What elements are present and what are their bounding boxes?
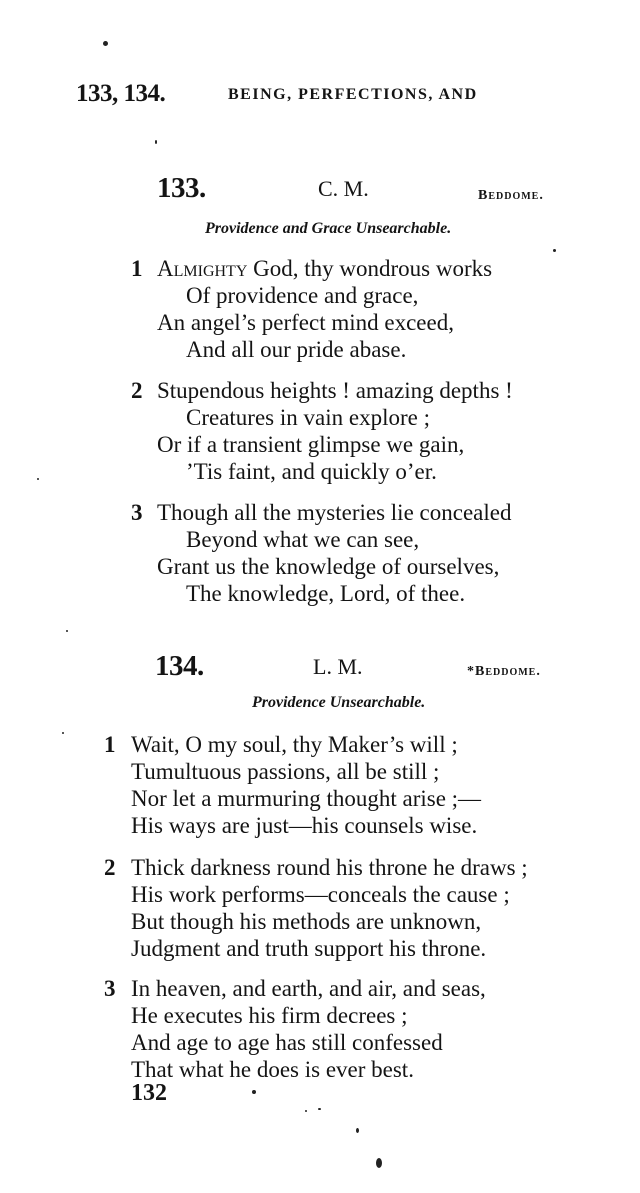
verse-number: 2 xyxy=(104,855,116,880)
verse-number: 2 xyxy=(131,378,143,403)
print-speck xyxy=(66,630,68,632)
hymn-meter: L. M. xyxy=(313,654,363,679)
verse-line: Wait, O my soul, thy Maker’s will ; xyxy=(131,732,458,757)
running-head-page-range: 133, 134. xyxy=(76,80,166,107)
verse-line: Stupendous heights ! amazing depths ! xyxy=(157,378,513,403)
verse-line: ’Tis faint, and quickly o’er. xyxy=(186,459,437,484)
print-speck xyxy=(62,732,64,734)
verse-line: His work performs—conceals the cause ; xyxy=(131,882,510,907)
verse-number: 1 xyxy=(131,256,143,281)
verse-line: Beyond what we can see, xyxy=(186,527,420,552)
verse-line-rest: God, thy wondrous works xyxy=(247,256,493,281)
verse-line: Grant us the knowledge of ourselves, xyxy=(157,554,500,579)
print-speck xyxy=(155,140,157,144)
verse-line xyxy=(157,256,492,282)
print-speck xyxy=(103,41,108,46)
signature-number: 132 xyxy=(131,1080,167,1106)
verse-line: But though his methods are unknown, xyxy=(131,909,482,934)
hymn-meter: C. M. xyxy=(318,176,369,201)
verse-number: 3 xyxy=(104,976,116,1001)
verse-line: Though all the mysteries lie concealed xyxy=(157,500,512,525)
verse-line: Judgment and truth support his throne. xyxy=(131,936,487,961)
verse-line: Tumultuous passions, all be still ; xyxy=(131,759,440,784)
hymn-number: 134. xyxy=(155,650,204,682)
print-speck xyxy=(252,1090,256,1094)
hymn-author: Beddome. xyxy=(478,188,544,203)
print-speck xyxy=(376,1158,382,1168)
print-speck xyxy=(37,478,39,480)
verse-number: 3 xyxy=(131,500,143,525)
verse-line: Nor let a murmuring thought arise ;— xyxy=(131,786,482,811)
verse-line: His ways are just—his counsels wise. xyxy=(131,813,478,838)
verse-line: And all our pride abase. xyxy=(186,337,407,362)
hymn-number: 133. xyxy=(157,172,206,204)
verse-first-word: Almighty xyxy=(157,256,248,281)
print-speck xyxy=(356,1128,359,1133)
verse-line: Of providence and grace, xyxy=(186,283,419,308)
verse-line: In heaven, and earth, and air, and seas, xyxy=(131,976,486,1001)
print-speck xyxy=(553,249,556,252)
verse-line: Thick darkness round his throne he draws ; xyxy=(131,855,528,880)
running-head-title: BEING, PERFECTIONS, AND xyxy=(228,86,478,103)
verse-number: 1 xyxy=(104,732,116,757)
verse-line: He executes his firm decrees ; xyxy=(131,1003,408,1028)
verse-line: An angel’s perfect mind exceed, xyxy=(157,310,454,335)
verse-line: And age to age has still confessed xyxy=(131,1030,443,1055)
verse-line: The knowledge, Lord, of thee. xyxy=(186,581,466,606)
verse-line: Or if a transient glimpse we gain, xyxy=(157,432,465,457)
print-speck xyxy=(318,1108,321,1110)
verse-line: Creatures in vain explore ; xyxy=(186,405,430,430)
hymn-subtitle: Providence Unsearchable. xyxy=(252,694,426,711)
hymn-subtitle: Providence and Grace Unsearchable. xyxy=(205,220,452,237)
verse-line: That what he does is ever best. xyxy=(131,1057,414,1082)
hymn-author: *Beddome. xyxy=(467,664,541,679)
print-speck xyxy=(305,1110,307,1112)
